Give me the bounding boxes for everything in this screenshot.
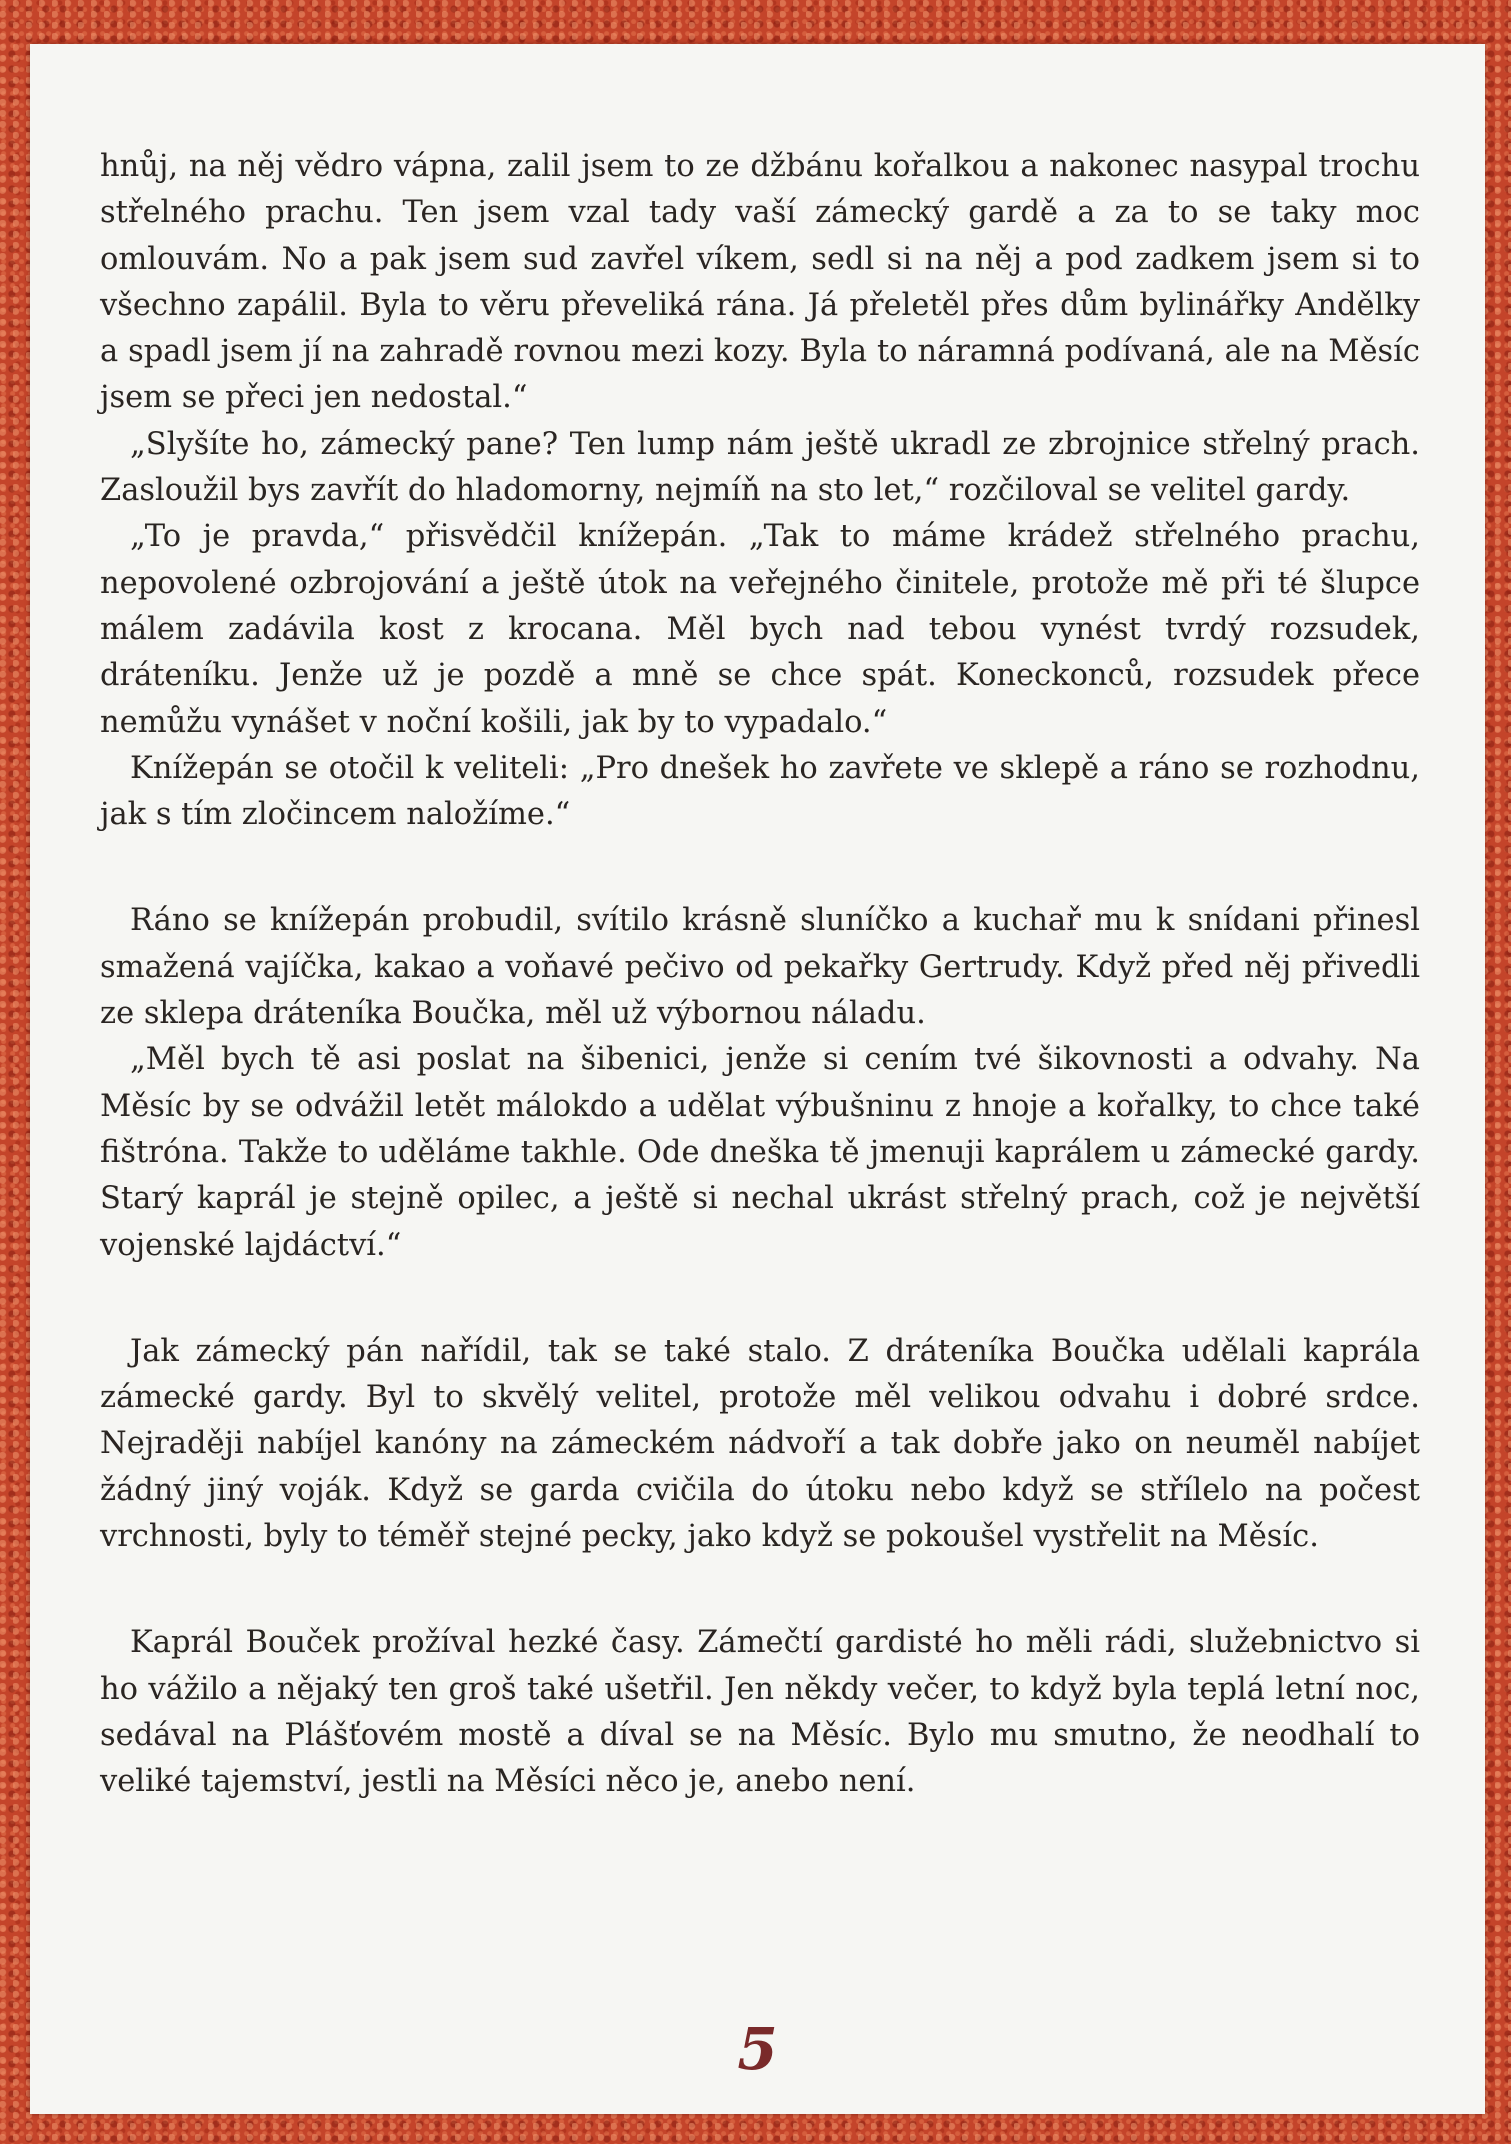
paragraph-2: „Slyšíte ho, zámecký pane? Ten lump nám ještě ukradl ze zbrojnice střelný prach. Zasloužil bys zavřít do hladomorny, nejmíň na sto let,“ rozčiloval se velitel gardy. (100, 426, 1420, 509)
paragraph-3: „To je pravda,“ přisvědčil knížepán. „Tak to máme krádež střelného prachu, nepovolené ozbrojování a ještě útok na veřejného činitele, protože mě při té šlupce málem zadávila kost z krocana. Měl bych nad tebou vynést tvrdý rozsudek, dráteníku. Jenže už je pozdě a mně se chce spát. Koneckonců, rozsudek přece nemůžu vynášet v noční košili, jak by to vypadalo.“ (100, 519, 1420, 740)
story-text (100, 144, 1420, 1806)
book-page (30, 44, 1485, 2114)
paragraph-5: Ráno se knížepán probudil, svítilo krásně sluníčko a kuchař mu k snídani přinesl smažená vajíčka, kakao a voňavé pečivo od pekařky Gertrudy. Když před něj přivedli ze sklepa dráteníka Boučka, měl už výbornou náladu. (100, 903, 1420, 1032)
paragraph-6: „Měl bych tě asi poslat na šibenici, jenže si cením tvé šikovnosti a odvahy. Na Měsíc by se odvážil letět málokdo a udělat výbušninu z hnoje a kořalky, to chce také fištróna. Takže to uděláme takhle. Ode dneška tě jmenuji kaprálem u zámecké gardy. Starý kaprál je stejně opilec, a ještě si nechal ukrást střelný prach, což je největší vojenské lajdáctví.“ (100, 1042, 1420, 1263)
paragraph-1: hnůj, na něj vědro vápna, zalil jsem to ze džbánu kořalkou a nakonec nasypal trochu střelného prachu. Ten jsem vzal tady vaší zámecký gardě a za to se taky moc omlouvám. No a pak jsem sud zavřel víkem, sedl si na něj a pod zadkem jsem si to všechno zapálil. Byla to věru převeliká rána. Já přeletěl přes dům bylinářky Andělky a spadl jsem jí na zahradě rovnou mezi kozy. Byla to náramná podívaná, ale na Měsíc jsem se přeci jen nedostal.“ (100, 149, 1420, 416)
paragraph-8: Kaprál Bouček prožíval hezké časy. Zámečtí gardisté ho měli rádi, služebnictvo si ho vážilo a nějaký ten groš také ušetřil. Jen někdy večer, to když byla teplá letní noc, sedával na Plášťovém mostě a díval se na Měsíc. Bylo mu smutno, že neodhalí to veliké tajemství, jestli na Měsíci něco je, anebo není. (100, 1625, 1420, 1800)
page-number: 5 (737, 2015, 778, 2083)
paragraph-4: Knížepán se otočil k veliteli: „Pro dnešek ho zavřete ve sklepě a ráno se rozhodnu, jak s tím zločincem naložíme.“ (100, 750, 1420, 833)
paragraph-7: Jak zámecký pán nařídil, tak se také stalo. Z dráteníka Boučka udělali kaprála zámecké gardy. Byl to skvělý velitel, protože měl velikou odvahu i dobré srdce. Nejraději nabíjel kanóny na zámeckém nádvoří a tak dobře jako on neuměl nabíjet žádný jiný voják. Když se garda cvičila do útoku nebo když se střílelo na počest vrchnosti, byly to téměř stejné pecky, jako když se pokoušel vystřelit na Měsíc. (100, 1333, 1420, 1555)
